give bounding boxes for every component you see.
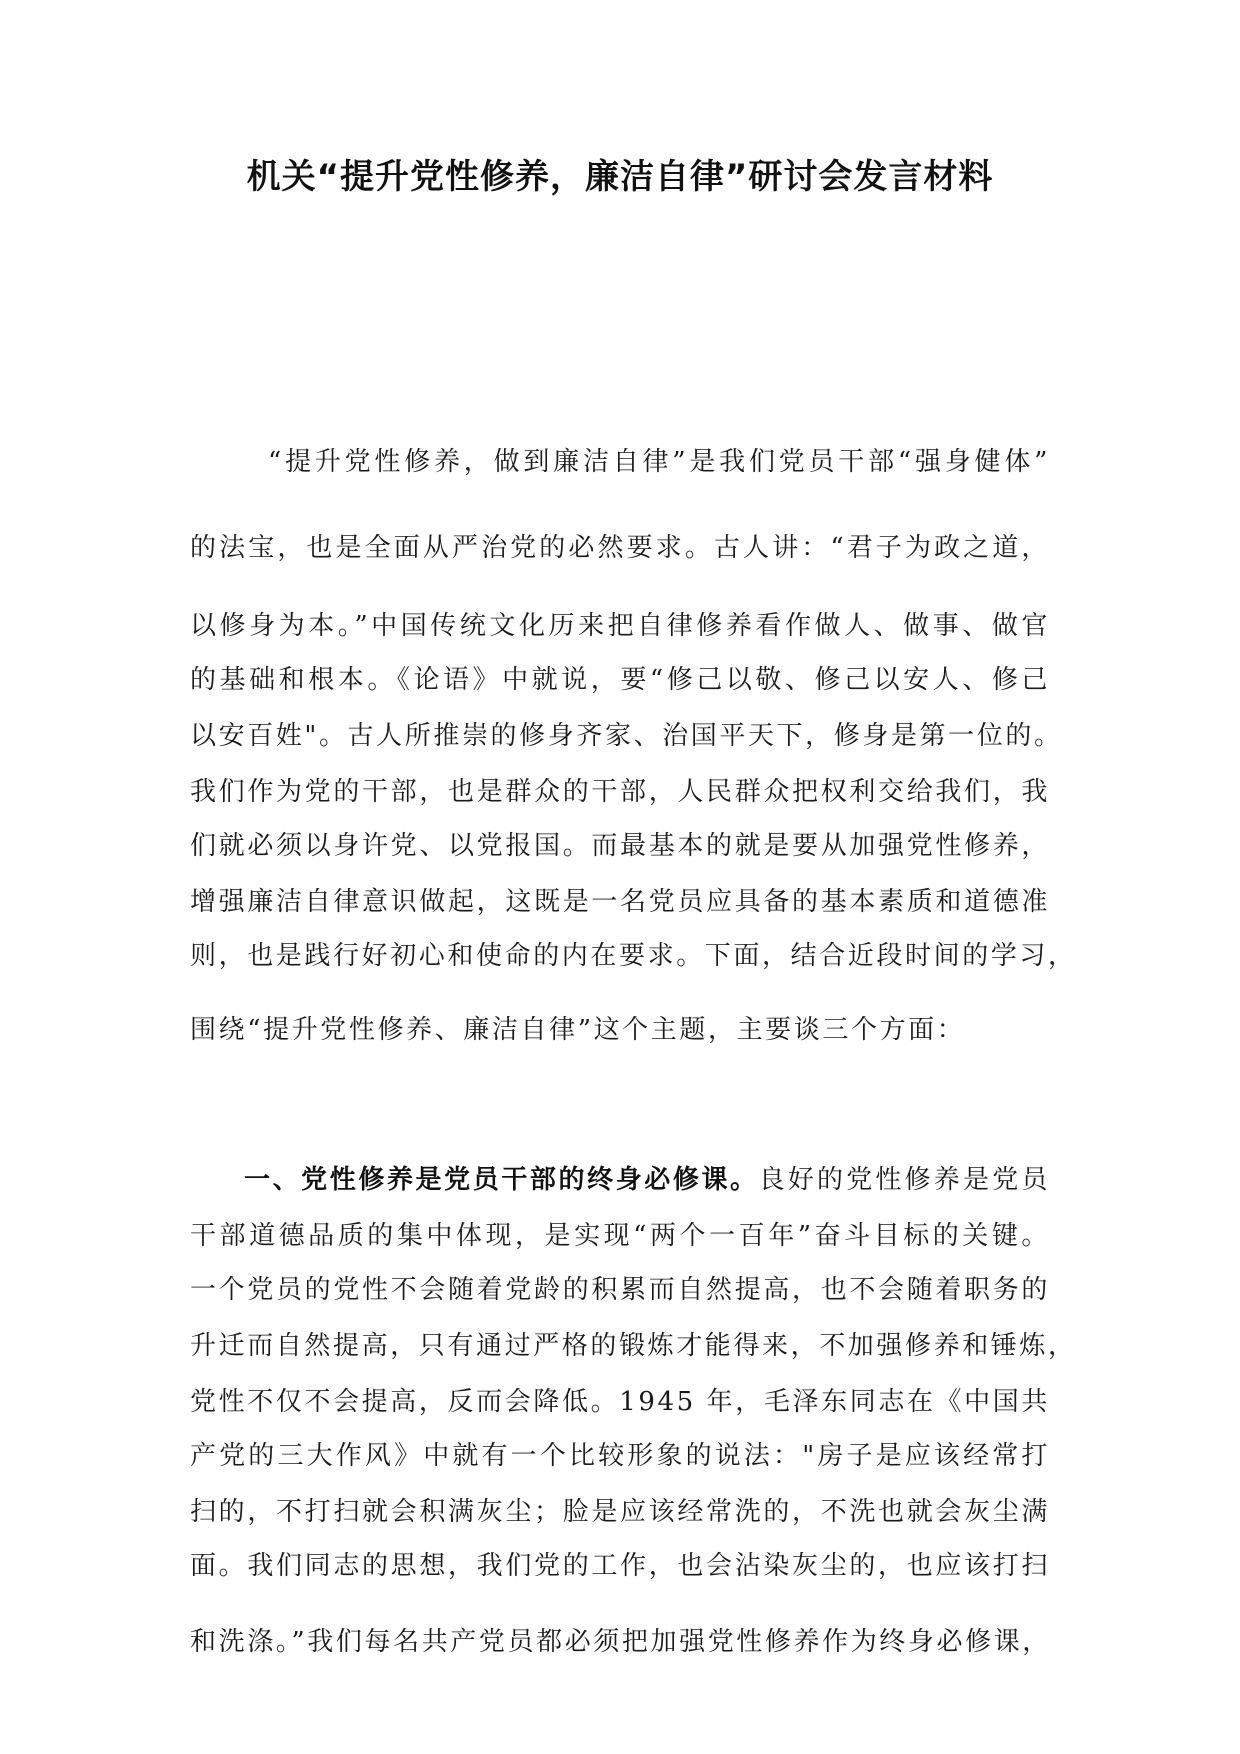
section1-first-line-rest: 良好的党性修养是党员 — [758, 1165, 1050, 1195]
intro-line-10: 围绕“提升党性修养、廉洁自律”这个主题，主要谈三个方面： — [190, 1015, 966, 1045]
intro-line-5: 以安百姓"。古人所推崇的修身齐家、治国平天下，修身是第一位的。 — [190, 721, 1063, 751]
section1-line-3: 一个党员的党性不会随着党龄的积累而自然提高，也不会随着职务的 — [190, 1275, 1050, 1305]
intro-line-6: 我们作为党的干部，也是群众的干部，人民群众把权利交给我们，我 — [190, 777, 1050, 807]
intro-line-2: 的法宝，也是全面从严治党的必然要求。古人讲：“君子为政之道， — [190, 533, 1050, 563]
document-title: 机关“提升党性修养，廉洁自律”研讨会发言材料 — [246, 157, 994, 197]
intro-line-4: 的基础和根本。《论语》中就说，要“修己以敬、修己以安人、修己 — [190, 665, 1050, 695]
intro-line-1: “提升党性修养，做到廉洁自律”是我们党员干部“强身健体” — [268, 447, 1050, 477]
intro-line-9: 则，也是践行好初心和使命的内在要求。下面，结合近段时间的学习， — [190, 941, 1077, 971]
section1-line-2: 干部道德品质的集中体现，是实现“两个一百年”奋斗目标的关键。 — [190, 1221, 1050, 1251]
section1-line-5: 党性不仅不会提高，反而会降低。1945 年，毛泽东同志在《中国共 — [190, 1387, 1050, 1417]
section1-line-4: 升迁而自然提高，只有通过严格的锻炼才能得来，不加强修养和锤炼， — [190, 1331, 1077, 1361]
intro-line-7: 们就必须以身许党、以党报国。而最基本的就是要从加强党性修养， — [190, 831, 1050, 861]
section1-line-6: 产党的三大作风》中就有一个比较形象的说法："房子是应该经常打 — [190, 1441, 1050, 1471]
section1-line-8: 面。我们同志的思想，我们党的工作，也会沾染灰尘的，也应该打扫 — [190, 1551, 1050, 1581]
section1-line-7: 扫的，不打扫就会积满灰尘；脸是应该经常洗的，不洗也就会灰尘满 — [190, 1497, 1050, 1527]
intro-line-3: 以修身为本。”中国传统文化历来把自律修养看作做人、做事、做官 — [190, 611, 1050, 641]
section1-first-line — [244, 1160, 1050, 1200]
section1-heading: 一、党性修养是党员干部的终身必修课。 — [244, 1165, 759, 1195]
section1-line-9: 和洗涤。”我们每名共产党员都必须把加强党性修养作为终身必修课， — [190, 1627, 1051, 1657]
intro-line-8: 增强廉洁自律意识做起，这既是一名党员应具备的基本素质和道德准 — [190, 887, 1050, 917]
